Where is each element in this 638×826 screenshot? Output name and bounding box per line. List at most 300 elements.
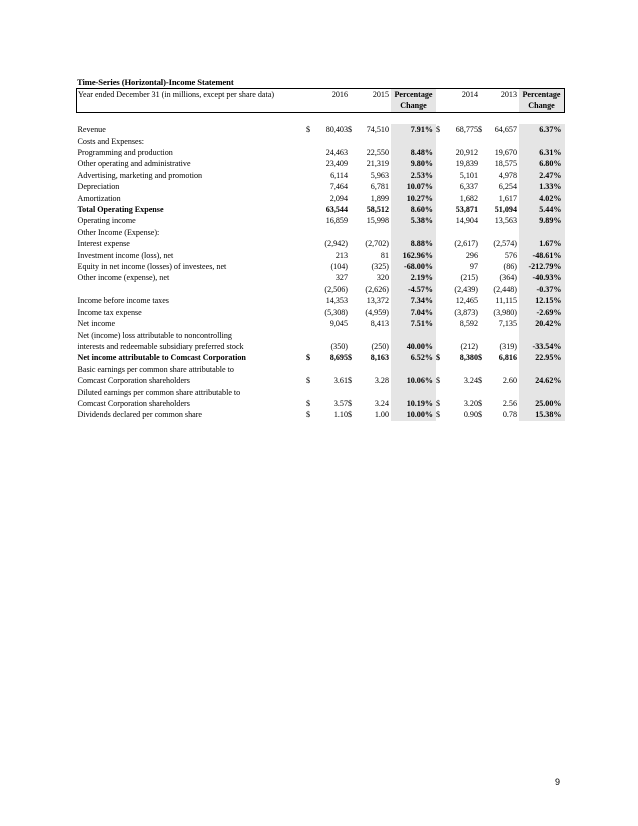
dollar-2015 — [348, 318, 356, 329]
table-row — [77, 398, 565, 409]
dollar-2013 — [478, 387, 486, 398]
pct-change-2014 — [519, 136, 565, 147]
table-row — [77, 158, 565, 169]
value-2016 — [314, 364, 348, 375]
dollar-2016 — [306, 147, 314, 158]
value-2013: 7,135 — [498, 319, 517, 329]
value-2015: 13,372 — [366, 296, 389, 306]
value-2013: 0.78 — [502, 410, 517, 420]
header-2013: 2013 — [486, 89, 519, 101]
pct-change-2016: 7.51% — [391, 318, 436, 329]
dollar-2016 — [306, 307, 314, 318]
value-2015: (4,959) — [365, 307, 389, 317]
pct-change-2016 — [391, 136, 436, 147]
table-row — [77, 307, 565, 318]
value-2014 — [444, 227, 478, 238]
pct-change-2014: -2.69% — [519, 307, 565, 318]
table-row — [77, 375, 565, 386]
dollar-2013: $ — [478, 353, 483, 363]
dollar-2015 — [348, 295, 356, 306]
dollar-2013 — [478, 193, 486, 204]
value-2013: 2.60 — [502, 376, 517, 386]
pct-change-2016: 8.60% — [391, 204, 436, 215]
dollar-2015 — [348, 364, 356, 375]
dollar-2016: $ — [306, 376, 311, 386]
value-2013 — [486, 136, 519, 147]
value-2013: 11,115 — [495, 296, 517, 306]
dollar-2014 — [436, 341, 444, 352]
value-2016: 213 — [335, 250, 348, 260]
value-2014: 6,337 — [459, 182, 478, 192]
pct-change-2014: 22.95% — [519, 352, 565, 363]
value-2016: 1.10 — [333, 410, 348, 420]
pct-change-2016: 2.53% — [391, 170, 436, 181]
row-label: Revenue — [77, 125, 106, 135]
pct-change-2014: -48.61% — [519, 250, 565, 261]
dollar-2013 — [478, 181, 486, 192]
value-2016: 3.61 — [333, 376, 348, 386]
row-label: Net (income) loss attributable to noncontrolling — [77, 330, 232, 340]
table-row — [77, 193, 565, 204]
value-2014 — [444, 330, 478, 341]
value-2016: 8,695 — [329, 353, 348, 363]
pct-change-2014: 9.89% — [519, 215, 565, 226]
value-2016: 2,094 — [329, 193, 348, 203]
dollar-2015: $ — [348, 376, 353, 386]
dollar-2016 — [306, 387, 314, 398]
dollar-2015 — [348, 204, 356, 215]
value-2015 — [356, 227, 391, 238]
row-label: Depreciation — [77, 182, 120, 192]
value-2016: 16,859 — [325, 216, 348, 226]
row-label: Other operating and administrative — [77, 159, 191, 169]
value-2013 — [486, 227, 519, 238]
dollar-2016 — [306, 215, 314, 226]
value-2015: 1.00 — [374, 410, 389, 420]
value-2016: 6,114 — [330, 170, 348, 180]
value-2014: (3,873) — [454, 307, 478, 317]
pct-change-2014 — [519, 227, 565, 238]
dollar-2014 — [436, 215, 444, 226]
pct-change-2016: 10.07% — [391, 181, 436, 192]
table-row — [77, 284, 565, 295]
dollar-2016 — [306, 250, 314, 261]
dollar-2016 — [306, 364, 314, 375]
value-2016 — [314, 136, 348, 147]
dollar-2016: $ — [306, 125, 311, 135]
header-2014: 2014 — [444, 89, 478, 101]
value-2015: 6,781 — [370, 182, 389, 192]
dollar-2016 — [306, 341, 314, 352]
value-2016: (5,308) — [324, 307, 348, 317]
dollar-2015 — [348, 181, 356, 192]
dollar-2016 — [306, 136, 314, 147]
value-2013: 1,617 — [498, 193, 517, 203]
row-label: interests and redeemable subsidiary preferred stock — [77, 341, 244, 351]
value-2014: 8,592 — [459, 319, 478, 329]
row-label: Dividends declared per common share — [77, 410, 203, 420]
dollar-2015 — [348, 136, 356, 147]
value-2014: 53,871 — [455, 205, 478, 215]
header-2015: 2015 — [356, 89, 391, 101]
dollar-2013 — [478, 136, 486, 147]
row-label: Basic earnings per common share attributable to — [77, 364, 234, 374]
value-2014: 8,380 — [459, 353, 478, 363]
value-2013 — [486, 387, 519, 398]
pct-change-2014: -40.93% — [519, 272, 565, 283]
dollar-2014 — [436, 284, 444, 295]
value-2014: 97 — [469, 262, 478, 272]
value-2013: 2.56 — [502, 398, 517, 408]
pct-change-2016: 10.19% — [391, 398, 436, 409]
table-row — [77, 215, 565, 226]
row-label: Equity in net income (losses) of investees, net — [77, 262, 227, 272]
pct-change-2016: -68.00% — [391, 261, 436, 272]
row-label — [77, 284, 307, 295]
dollar-2016 — [306, 170, 314, 181]
value-2014 — [444, 364, 478, 375]
pct-change-2016: -4.57% — [391, 284, 436, 295]
value-2015: 22,550 — [366, 148, 389, 158]
pct-change-2016: 7.04% — [391, 307, 436, 318]
value-2015: (250) — [371, 341, 389, 351]
value-2015 — [356, 364, 391, 375]
value-2016 — [314, 387, 348, 398]
dollar-2015 — [348, 387, 356, 398]
value-2015: 21,319 — [366, 159, 389, 169]
value-2015 — [356, 387, 391, 398]
table-row — [77, 124, 565, 135]
value-2014: 296 — [465, 250, 478, 260]
pct-change-2016: 10.06% — [391, 375, 436, 386]
dollar-2014 — [436, 330, 444, 341]
dollar-2016: $ — [306, 398, 311, 408]
value-2015: 81 — [380, 250, 389, 260]
value-2016: 7,464 — [329, 182, 348, 192]
pct-change-2014: 5.44% — [519, 204, 565, 215]
dollar-2015 — [348, 215, 356, 226]
value-2016: (350) — [330, 341, 348, 351]
value-2014: 14,904 — [455, 216, 478, 226]
dollar-2013 — [478, 318, 486, 329]
dollar-2015: $ — [348, 398, 353, 408]
dollar-2013 — [478, 158, 486, 169]
pct-change-2016 — [391, 227, 436, 238]
table-row — [77, 352, 565, 363]
row-label: Advertising, marketing and promotion — [77, 170, 203, 180]
dollar-2016 — [306, 193, 314, 204]
pct-change-2014: 1.33% — [519, 181, 565, 192]
dollar-2015 — [348, 272, 356, 283]
dollar-2013 — [478, 307, 486, 318]
table-row — [77, 147, 565, 158]
value-2013: 18,575 — [494, 159, 517, 169]
pct-change-2014: 15.38% — [519, 409, 565, 420]
table-row — [77, 364, 565, 375]
dollar-2013: $ — [478, 376, 483, 386]
dollar-2016 — [306, 238, 314, 249]
pct-change-2014: -33.54% — [519, 341, 565, 352]
value-2016: 23,409 — [325, 159, 348, 169]
value-2013: 51,094 — [494, 205, 517, 215]
table-row — [77, 272, 565, 283]
dollar-2015 — [348, 284, 356, 295]
value-2014: 19,839 — [455, 159, 478, 169]
dollar-2013: $ — [478, 125, 483, 135]
pct-change-2016 — [391, 387, 436, 398]
value-2013: (2,574) — [493, 239, 517, 249]
dollar-2013 — [478, 215, 486, 226]
value-2013: 64,657 — [494, 125, 517, 135]
pct-change-2016: 8.48% — [391, 147, 436, 158]
table-row — [77, 204, 565, 215]
dollar-2016 — [306, 204, 314, 215]
income-statement-table — [76, 88, 565, 421]
dollar-2013 — [478, 250, 486, 261]
value-2015: (2,702) — [365, 239, 389, 249]
pct-change-2016 — [391, 364, 436, 375]
pct-change-2016: 5.38% — [391, 215, 436, 226]
dollar-2015 — [348, 341, 356, 352]
value-2015: 320 — [376, 273, 389, 283]
dollar-2015 — [348, 170, 356, 181]
dollar-2016: $ — [306, 410, 311, 420]
value-2016: 80,403 — [325, 125, 348, 135]
row-label: Amortization — [77, 193, 121, 203]
statement-title: Time-Series (Horizontal)-Income Statement — [77, 77, 234, 87]
pct-change-2014 — [519, 364, 565, 375]
dollar-2013 — [478, 284, 486, 295]
value-2014: 68,775 — [455, 125, 478, 135]
dollar-2015 — [348, 147, 356, 158]
dollar-2013 — [478, 147, 486, 158]
dollar-2016 — [306, 272, 314, 283]
value-2013: 576 — [504, 250, 517, 260]
dollar-2015 — [348, 227, 356, 238]
page-number: 9 — [555, 777, 561, 787]
value-2015 — [356, 330, 391, 341]
value-2015: 1,899 — [370, 193, 389, 203]
dollar-2013 — [478, 364, 486, 375]
pct-change-2014: -212.79% — [519, 261, 565, 272]
pct-change-2016: 162.96% — [391, 250, 436, 261]
row-label: Total Operating Expense — [77, 205, 164, 215]
value-2013: (86) — [503, 262, 517, 272]
pct-change-2014 — [519, 387, 565, 398]
dollar-2015 — [348, 250, 356, 261]
dollar-2013 — [478, 170, 486, 181]
value-2014: 5,101 — [459, 170, 478, 180]
pct-change-2014 — [519, 330, 565, 341]
value-2015: 74,510 — [366, 125, 389, 135]
value-2013: 19,670 — [494, 148, 517, 158]
value-2013 — [486, 364, 519, 375]
value-2016: (104) — [330, 262, 348, 272]
header-row-2 — [77, 100, 565, 112]
table-row — [77, 409, 565, 420]
value-2013: (364) — [499, 273, 517, 283]
value-2013: (2,448) — [493, 284, 517, 294]
value-2015: 8,163 — [370, 353, 389, 363]
dollar-2014: $ — [436, 376, 441, 386]
dollar-2013: $ — [478, 410, 483, 420]
dollar-2014 — [436, 181, 444, 192]
dollar-2015: $ — [348, 410, 353, 420]
table-row — [77, 387, 565, 398]
table-row — [77, 261, 565, 272]
value-2014: 3.24 — [463, 376, 478, 386]
pct-change-2014: 6.31% — [519, 147, 565, 158]
value-2016: (2,942) — [324, 239, 348, 249]
pct-change-2016: 7.34% — [391, 295, 436, 306]
dollar-2014: $ — [436, 398, 441, 408]
dollar-2014 — [436, 295, 444, 306]
dollar-2015 — [348, 238, 356, 249]
row-label: Costs and Expenses: — [77, 136, 145, 146]
dollar-2014 — [436, 250, 444, 261]
dollar-2015 — [348, 193, 356, 204]
row-label: Diluted earnings per common share attributable to — [77, 387, 241, 397]
value-2014: (2,439) — [454, 284, 478, 294]
pct-change-2016 — [391, 330, 436, 341]
value-2013: 4,978 — [498, 170, 517, 180]
value-2016: 63,544 — [325, 205, 348, 215]
dollar-2014 — [436, 318, 444, 329]
row-label: Comcast Corporation shareholders — [77, 376, 190, 386]
dollar-2014 — [436, 147, 444, 158]
value-2015: 58,512 — [366, 205, 389, 215]
dollar-2016 — [306, 284, 314, 295]
value-2016: 3.57 — [333, 398, 348, 408]
pct-change-2016: 10.00% — [391, 409, 436, 420]
row-label: Other Income (Expense): — [77, 227, 160, 237]
dollar-2013 — [478, 227, 486, 238]
pct-change-2016: 2.19% — [391, 272, 436, 283]
pct-change-2014: 2.47% — [519, 170, 565, 181]
value-2016: 14,353 — [325, 296, 348, 306]
header-change-2: Change — [519, 100, 565, 112]
value-2015: 5,963 — [370, 170, 389, 180]
value-2015: 3.28 — [374, 376, 389, 386]
pct-change-2014: -0.37% — [519, 284, 565, 295]
pct-change-2014: 6.37% — [519, 124, 565, 135]
value-2016 — [314, 330, 348, 341]
value-2014: 1,682 — [459, 193, 478, 203]
row-label: Operating income — [77, 216, 136, 226]
pct-change-2016: 9.80% — [391, 158, 436, 169]
row-label: Comcast Corporation shareholders — [77, 398, 190, 408]
value-2014: (212) — [460, 341, 478, 351]
dollar-2013 — [478, 330, 486, 341]
table-row — [77, 341, 565, 352]
value-2014: 20,912 — [455, 148, 478, 158]
table-row — [77, 250, 565, 261]
dollar-2014: $ — [436, 125, 441, 135]
value-2015: (2,626) — [365, 284, 389, 294]
dollar-2016: $ — [306, 353, 311, 363]
dollar-2015 — [348, 261, 356, 272]
dollar-2014 — [436, 272, 444, 283]
dollar-2014 — [436, 387, 444, 398]
dollar-2014: $ — [436, 410, 441, 420]
dollar-2013: $ — [478, 398, 483, 408]
dollar-2015: $ — [348, 353, 353, 363]
pct-change-2016: 40.00% — [391, 341, 436, 352]
pct-change-2014: 6.80% — [519, 158, 565, 169]
header-change-1: Change — [391, 100, 436, 112]
value-2014: 12,465 — [455, 296, 478, 306]
dollar-2015 — [348, 158, 356, 169]
pct-change-2016: 7.91% — [391, 124, 436, 135]
pct-change-2014: 12.15% — [519, 295, 565, 306]
table-row — [77, 318, 565, 329]
value-2016: 327 — [335, 273, 348, 283]
value-2016: 24,463 — [325, 148, 348, 158]
dollar-2013 — [478, 272, 486, 283]
table-row — [77, 136, 565, 147]
table-row — [77, 170, 565, 181]
dollar-2014 — [436, 193, 444, 204]
pct-change-2016: 10.27% — [391, 193, 436, 204]
value-2014: (215) — [460, 273, 478, 283]
header-percentage-2: Percentage — [519, 89, 565, 101]
dollar-2016 — [306, 227, 314, 238]
value-2014: 0.90 — [463, 410, 478, 420]
row-label: Other income (expense), net — [77, 273, 170, 283]
dollar-2016 — [306, 261, 314, 272]
dollar-2016 — [306, 295, 314, 306]
value-2013: 6,816 — [498, 353, 517, 363]
dollar-2014 — [436, 261, 444, 272]
pct-change-2014: 25.00% — [519, 398, 565, 409]
table-row — [77, 238, 565, 249]
dollar-2013 — [478, 261, 486, 272]
value-2014 — [444, 136, 478, 147]
value-2013: (3,980) — [493, 307, 517, 317]
dollar-2014 — [436, 158, 444, 169]
pct-change-2014: 1.67% — [519, 238, 565, 249]
pct-change-2014: 20.42% — [519, 318, 565, 329]
table-row — [77, 181, 565, 192]
row-label: Net income attributable to Comcast Corporation — [77, 353, 246, 363]
value-2013 — [486, 330, 519, 341]
value-2014: 3.20 — [463, 398, 478, 408]
value-2016: 9,045 — [329, 319, 348, 329]
dollar-2016 — [306, 318, 314, 329]
dollar-2014 — [436, 307, 444, 318]
value-2013: (319) — [499, 341, 517, 351]
row-label: Programming and production — [77, 148, 173, 158]
dollar-2014 — [436, 204, 444, 215]
dollar-2014 — [436, 136, 444, 147]
table-row — [77, 227, 565, 238]
header-row — [77, 89, 565, 101]
row-label: Interest expense — [77, 239, 130, 249]
pct-change-2016: 6.52% — [391, 352, 436, 363]
pct-change-2014: 4.02% — [519, 193, 565, 204]
dollar-2014: $ — [436, 353, 441, 363]
table-row — [77, 295, 565, 306]
value-2013: 6,254 — [498, 182, 517, 192]
row-label: Investment income (loss), net — [77, 250, 174, 260]
value-2014 — [444, 387, 478, 398]
dollar-2014 — [436, 364, 444, 375]
value-2016 — [314, 227, 348, 238]
header-percentage-1: Percentage — [391, 89, 436, 101]
value-2015: (325) — [371, 262, 389, 272]
dollar-2013 — [478, 204, 486, 215]
value-2015: 15,998 — [366, 216, 389, 226]
